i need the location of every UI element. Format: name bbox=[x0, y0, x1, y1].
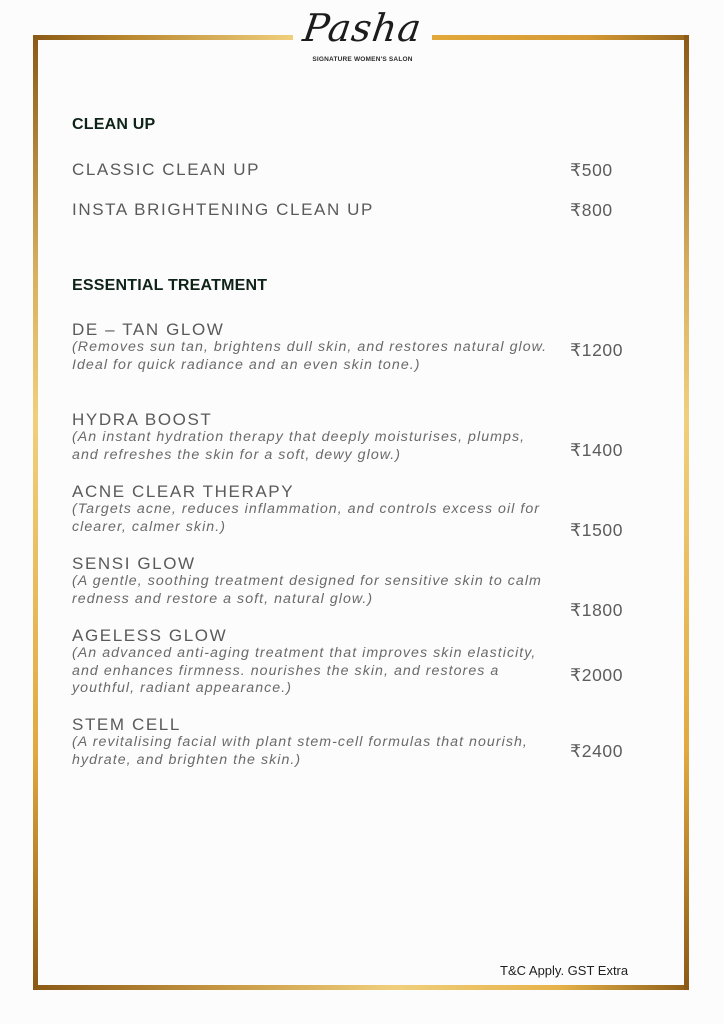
service-price: ₹500 bbox=[570, 160, 613, 180]
section-title-essential-treatment: ESSENTIAL TREATMENT bbox=[72, 277, 268, 294]
treatment-name: SENSI GLOW bbox=[72, 554, 196, 573]
treatment-price: ₹2000 bbox=[570, 665, 624, 685]
treatment-price: ₹1500 bbox=[570, 520, 624, 540]
frame-border-right bbox=[684, 35, 689, 990]
treatment-item bbox=[72, 482, 552, 536]
treatment-description: (An advanced anti-aging treatment that improves skin elasticity, and enhances firmness. nourishes the skin, and restores a youthful, radiant appearance.) bbox=[72, 645, 537, 697]
treatment-price: ₹1400 bbox=[570, 440, 624, 460]
brand-tagline: SIGNATURE WOMEN'S SALON bbox=[312, 56, 413, 63]
treatment-name: HYDRA BOOST bbox=[72, 410, 213, 429]
treatment-item bbox=[72, 626, 552, 698]
service-price: ₹800 bbox=[570, 200, 613, 220]
frame-border-top-left bbox=[33, 35, 293, 40]
brand-name: Pasha bbox=[300, 6, 425, 50]
treatment-item bbox=[72, 554, 552, 608]
treatment-description: (Targets acne, reduces inflammation, and controls excess oil for clearer, calmer skin.) bbox=[72, 501, 541, 535]
treatment-price: ₹2400 bbox=[570, 741, 624, 761]
treatment-name: STEM CELL bbox=[72, 715, 181, 734]
treatment-description: (An instant hydration therapy that deeply moisturises, plumps, and refreshes the skin for a soft, dewy glow.) bbox=[72, 429, 526, 463]
treatment-name: DE – TAN GLOW bbox=[72, 320, 225, 339]
treatment-item bbox=[72, 410, 552, 464]
treatment-item bbox=[72, 320, 552, 374]
service-name: CLASSIC CLEAN UP bbox=[72, 160, 261, 179]
terms-note: T&C Apply. GST Extra bbox=[500, 963, 629, 978]
frame-border-bottom bbox=[33, 985, 689, 990]
treatment-description: (A gentle, soothing treatment designed for sensitive skin to calm redness and restore a soft, natural glow.) bbox=[72, 573, 542, 607]
treatment-price: ₹1200 bbox=[570, 340, 624, 360]
brand-logo bbox=[290, 6, 435, 72]
treatment-name: AGELESS GLOW bbox=[72, 626, 228, 645]
treatment-name: ACNE CLEAR THERAPY bbox=[72, 482, 295, 501]
treatment-item bbox=[72, 715, 552, 769]
service-name: INSTA BRIGHTENING CLEAN UP bbox=[72, 200, 374, 219]
treatment-description: (Removes sun tan, brightens dull skin, and restores natural glow. Ideal for quick radiance and an even skin tone.) bbox=[72, 339, 548, 373]
frame-border-top-right bbox=[432, 35, 689, 40]
treatment-price: ₹1800 bbox=[570, 600, 624, 620]
section-title-clean-up: CLEAN UP bbox=[72, 116, 156, 133]
frame-border-left bbox=[33, 35, 38, 990]
treatment-description: (A revitalising facial with plant stem-cell formulas that nourish, hydrate, and brighten the skin.) bbox=[72, 734, 528, 768]
